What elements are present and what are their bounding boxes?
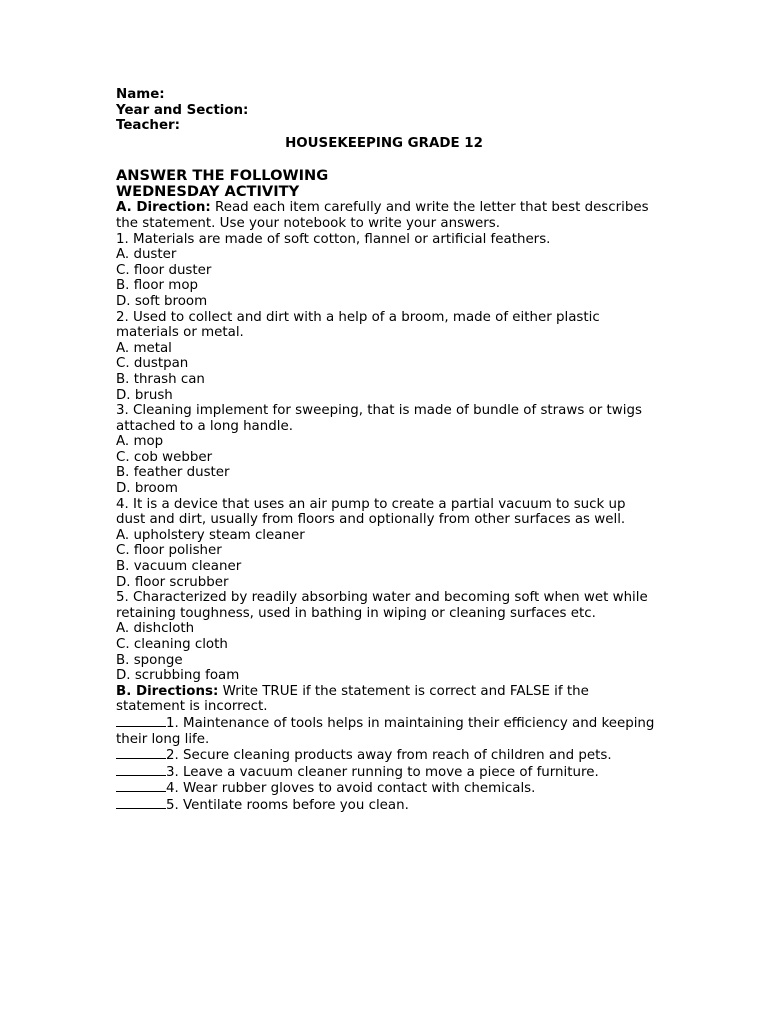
answer-option: A. dishcloth xyxy=(116,621,195,637)
answer-blank[interactable] xyxy=(116,747,166,759)
answer-option: A. mop xyxy=(116,434,164,450)
teacher-label: Teacher: xyxy=(116,118,180,134)
answer-option: D. brush xyxy=(116,387,173,403)
answer-blank[interactable] xyxy=(116,764,166,776)
question-2 xyxy=(116,310,656,404)
question-stem: 4. It is a device that uses an air pump to create a partial vacuum to suck up dust and dirt, usually from floors and optionally from other surfaces as well. xyxy=(116,496,626,528)
answer-option: C. cob webber xyxy=(116,449,213,465)
statement-text: 2. Secure cleaning products away from reach of children and pets. xyxy=(166,748,612,764)
student-info-header xyxy=(116,87,656,134)
answer-option: C. dustpan xyxy=(116,356,189,372)
answer-option: C. floor polisher xyxy=(116,543,222,559)
answer-option: B. thrash can xyxy=(116,371,205,387)
answer-option: A. duster xyxy=(116,247,177,263)
answer-option: D. scrubbing foam xyxy=(116,668,240,684)
document-title: HOUSEKEEPING GRADE 12 xyxy=(285,135,483,151)
question-stem: 3. Cleaning implement for sweeping, that is made of bundle of straws or twigs attached to a long handle. xyxy=(116,403,642,434)
question-stem: 1. Materials are made of soft cotton, flannel or artificial feathers. xyxy=(116,231,551,247)
worksheet-page xyxy=(116,87,656,814)
question-1 xyxy=(116,232,656,310)
answer-option: C. cleaning cloth xyxy=(116,637,228,652)
name-label: Name: xyxy=(116,87,165,102)
answer-blank[interactable] xyxy=(116,797,166,809)
activity-heading: WEDNESDAY ACTIVITY xyxy=(116,183,300,201)
true-false-item xyxy=(116,764,656,781)
statement-text: 1. Maintenance of tools helps in maintaining their efficiency and keeping their long life. xyxy=(116,715,655,747)
question-5 xyxy=(116,590,656,684)
true-false-item xyxy=(116,715,656,747)
instruction-heading: ANSWER THE FOLLOWING xyxy=(116,167,329,185)
part-b-directions xyxy=(116,684,656,715)
answer-option: B. sponge xyxy=(116,652,183,668)
answer-option: C. floor duster xyxy=(116,262,212,278)
part-a-label: A. Direction: xyxy=(116,200,211,216)
answer-option: B. vacuum cleaner xyxy=(116,559,242,575)
answer-option: D. floor scrubber xyxy=(116,574,229,590)
answer-option: A. upholstery steam cleaner xyxy=(116,527,305,543)
question-4 xyxy=(116,497,656,591)
question-stem: 2. Used to collect and dirt with a help of a broom, made of either plastic materials or metal. xyxy=(116,309,600,341)
question-stem-continued: retaining toughness, used in bathing in wiping or cleaning surfaces etc. xyxy=(116,605,596,621)
statement-text: 4. Wear rubber gloves to avoid contact with chemicals. xyxy=(166,781,536,797)
answer-blank[interactable] xyxy=(116,715,166,727)
statement-text: 5. Ventilate rooms before you clean. xyxy=(166,797,409,813)
answer-option: D. soft broom xyxy=(116,293,208,309)
true-false-list xyxy=(116,715,656,814)
answer-option: B. feather duster xyxy=(116,465,230,481)
part-a-text: Read each item carefully and write the letter that best describes the statement. Use your notebook to write your answers. xyxy=(116,200,649,231)
answer-option: A. metal xyxy=(116,340,172,356)
true-false-item xyxy=(116,780,656,797)
true-false-item xyxy=(116,747,656,764)
part-b-label: B. Directions: xyxy=(116,683,219,699)
answer-blank[interactable] xyxy=(116,780,166,792)
year-section-label: Year and Section: xyxy=(116,102,249,118)
question-3 xyxy=(116,403,656,497)
part-a-directions xyxy=(116,200,656,231)
question-stem: 5. Characterized by readily absorbing water and becoming soft when wet while xyxy=(116,590,648,606)
part-b-text: Write TRUE if the statement is correct and FALSE if the statement is incorrect. xyxy=(116,683,589,715)
true-false-item xyxy=(116,797,656,814)
statement-text: 3. Leave a vacuum cleaner running to move a piece of furniture. xyxy=(166,764,599,780)
answer-option: B. floor mop xyxy=(116,278,199,294)
answer-option: D. broom xyxy=(116,481,178,497)
